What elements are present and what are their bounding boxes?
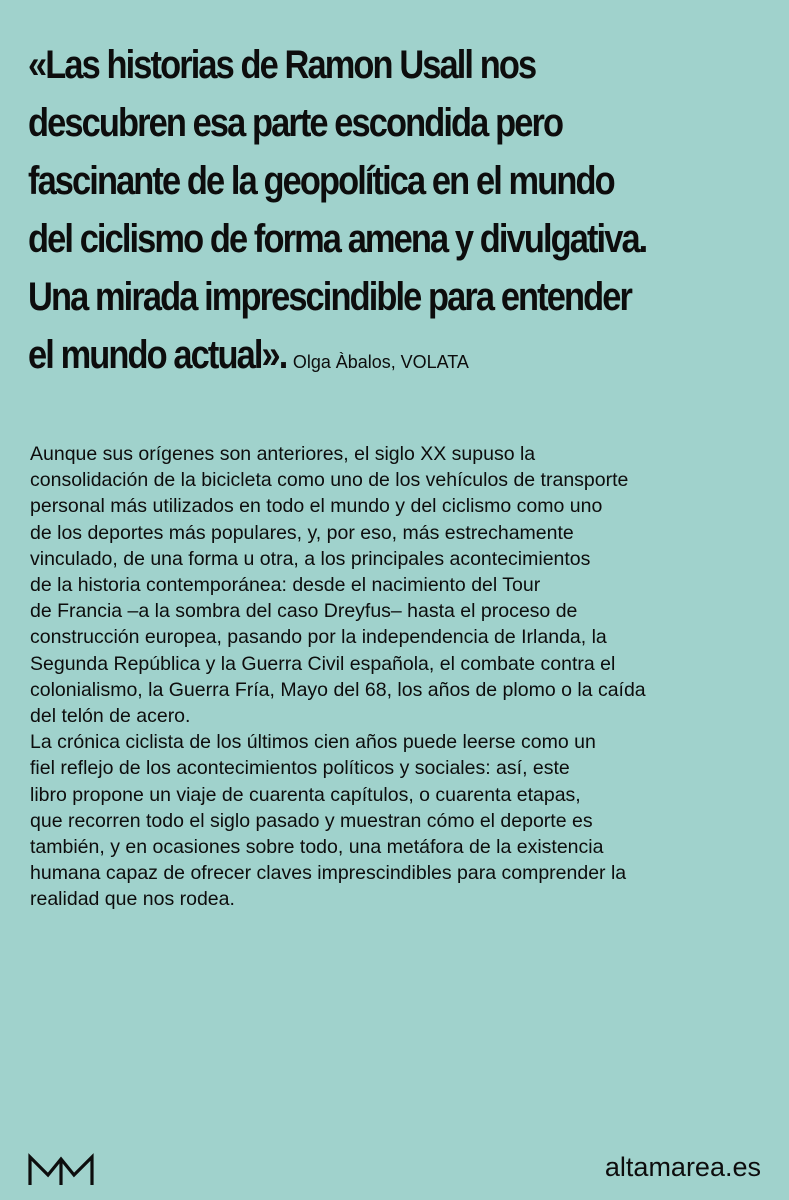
- synopsis-line: humana capaz de ofrecer claves imprescindibles para comprender la: [30, 862, 627, 885]
- quote-line: del ciclismo de forma amena y divulgativa.: [28, 217, 647, 261]
- quote-line-text: el mundo actual».: [28, 333, 287, 377]
- synopsis: [30, 441, 770, 913]
- synopsis-line: que recorren todo el siglo pasado y muestran cómo el deporte es: [30, 809, 593, 832]
- synopsis-line: vinculado, de una forma u otra, a los principales acontecimientos: [30, 547, 591, 570]
- synopsis-line: de Francia –a la sombra del caso Dreyfus– hasta el proceso de: [30, 600, 578, 623]
- quote-line-last: [28, 326, 768, 391]
- quote-line: fascinante de la geopolítica en el mundo: [28, 159, 614, 203]
- synopsis-line: Segunda República y la Guerra Civil española, el combate contra el: [30, 652, 616, 675]
- quote-line: descubren esa parte escondida pero: [28, 101, 563, 145]
- synopsis-line: Aunque sus orígenes son anteriores, el siglo XX supuso la: [30, 443, 536, 465]
- synopsis-line: también, y en ocasiones sobre todo, una metáfora de la existencia: [30, 836, 604, 859]
- quote-attribution: Olga Àbalos, VOLATA: [293, 352, 470, 372]
- blurb-quote: [28, 36, 768, 391]
- altamarea-logo-icon: [28, 1153, 94, 1187]
- synopsis-line: libro propone un viaje de cuarenta capítulos, o cuarenta etapas,: [30, 783, 581, 806]
- synopsis-line: La crónica ciclista de los últimos cien años puede leerse como un: [30, 731, 596, 754]
- synopsis-line: consolidación de la bicicleta como uno de los vehículos de transporte: [30, 469, 629, 492]
- quote-line: «Las historias de Ramon Usall nos: [28, 43, 536, 87]
- synopsis-line: realidad que nos rodea.: [30, 888, 235, 911]
- synopsis-line: fiel reflejo de los acontecimientos políticos y sociales: así, este: [30, 757, 570, 780]
- synopsis-line: de los deportes más populares, y, por eso, más estrechamente: [30, 521, 574, 544]
- synopsis-line: construcción europea, pasando por la independencia de Irlanda, la: [30, 626, 607, 649]
- quote-line: Una mirada imprescindible para entender: [28, 275, 631, 319]
- synopsis-line: colonialismo, la Guerra Fría, Mayo del 68, los años de plomo o la caída: [30, 678, 646, 701]
- synopsis-line: del telón de acero.: [30, 705, 191, 728]
- synopsis-line: personal más utilizados en todo el mundo y del ciclismo como uno: [30, 495, 603, 518]
- publisher-website: altamarea.es: [604, 1152, 761, 1182]
- synopsis-line: de la historia contemporánea: desde el nacimiento del Tour: [30, 574, 541, 597]
